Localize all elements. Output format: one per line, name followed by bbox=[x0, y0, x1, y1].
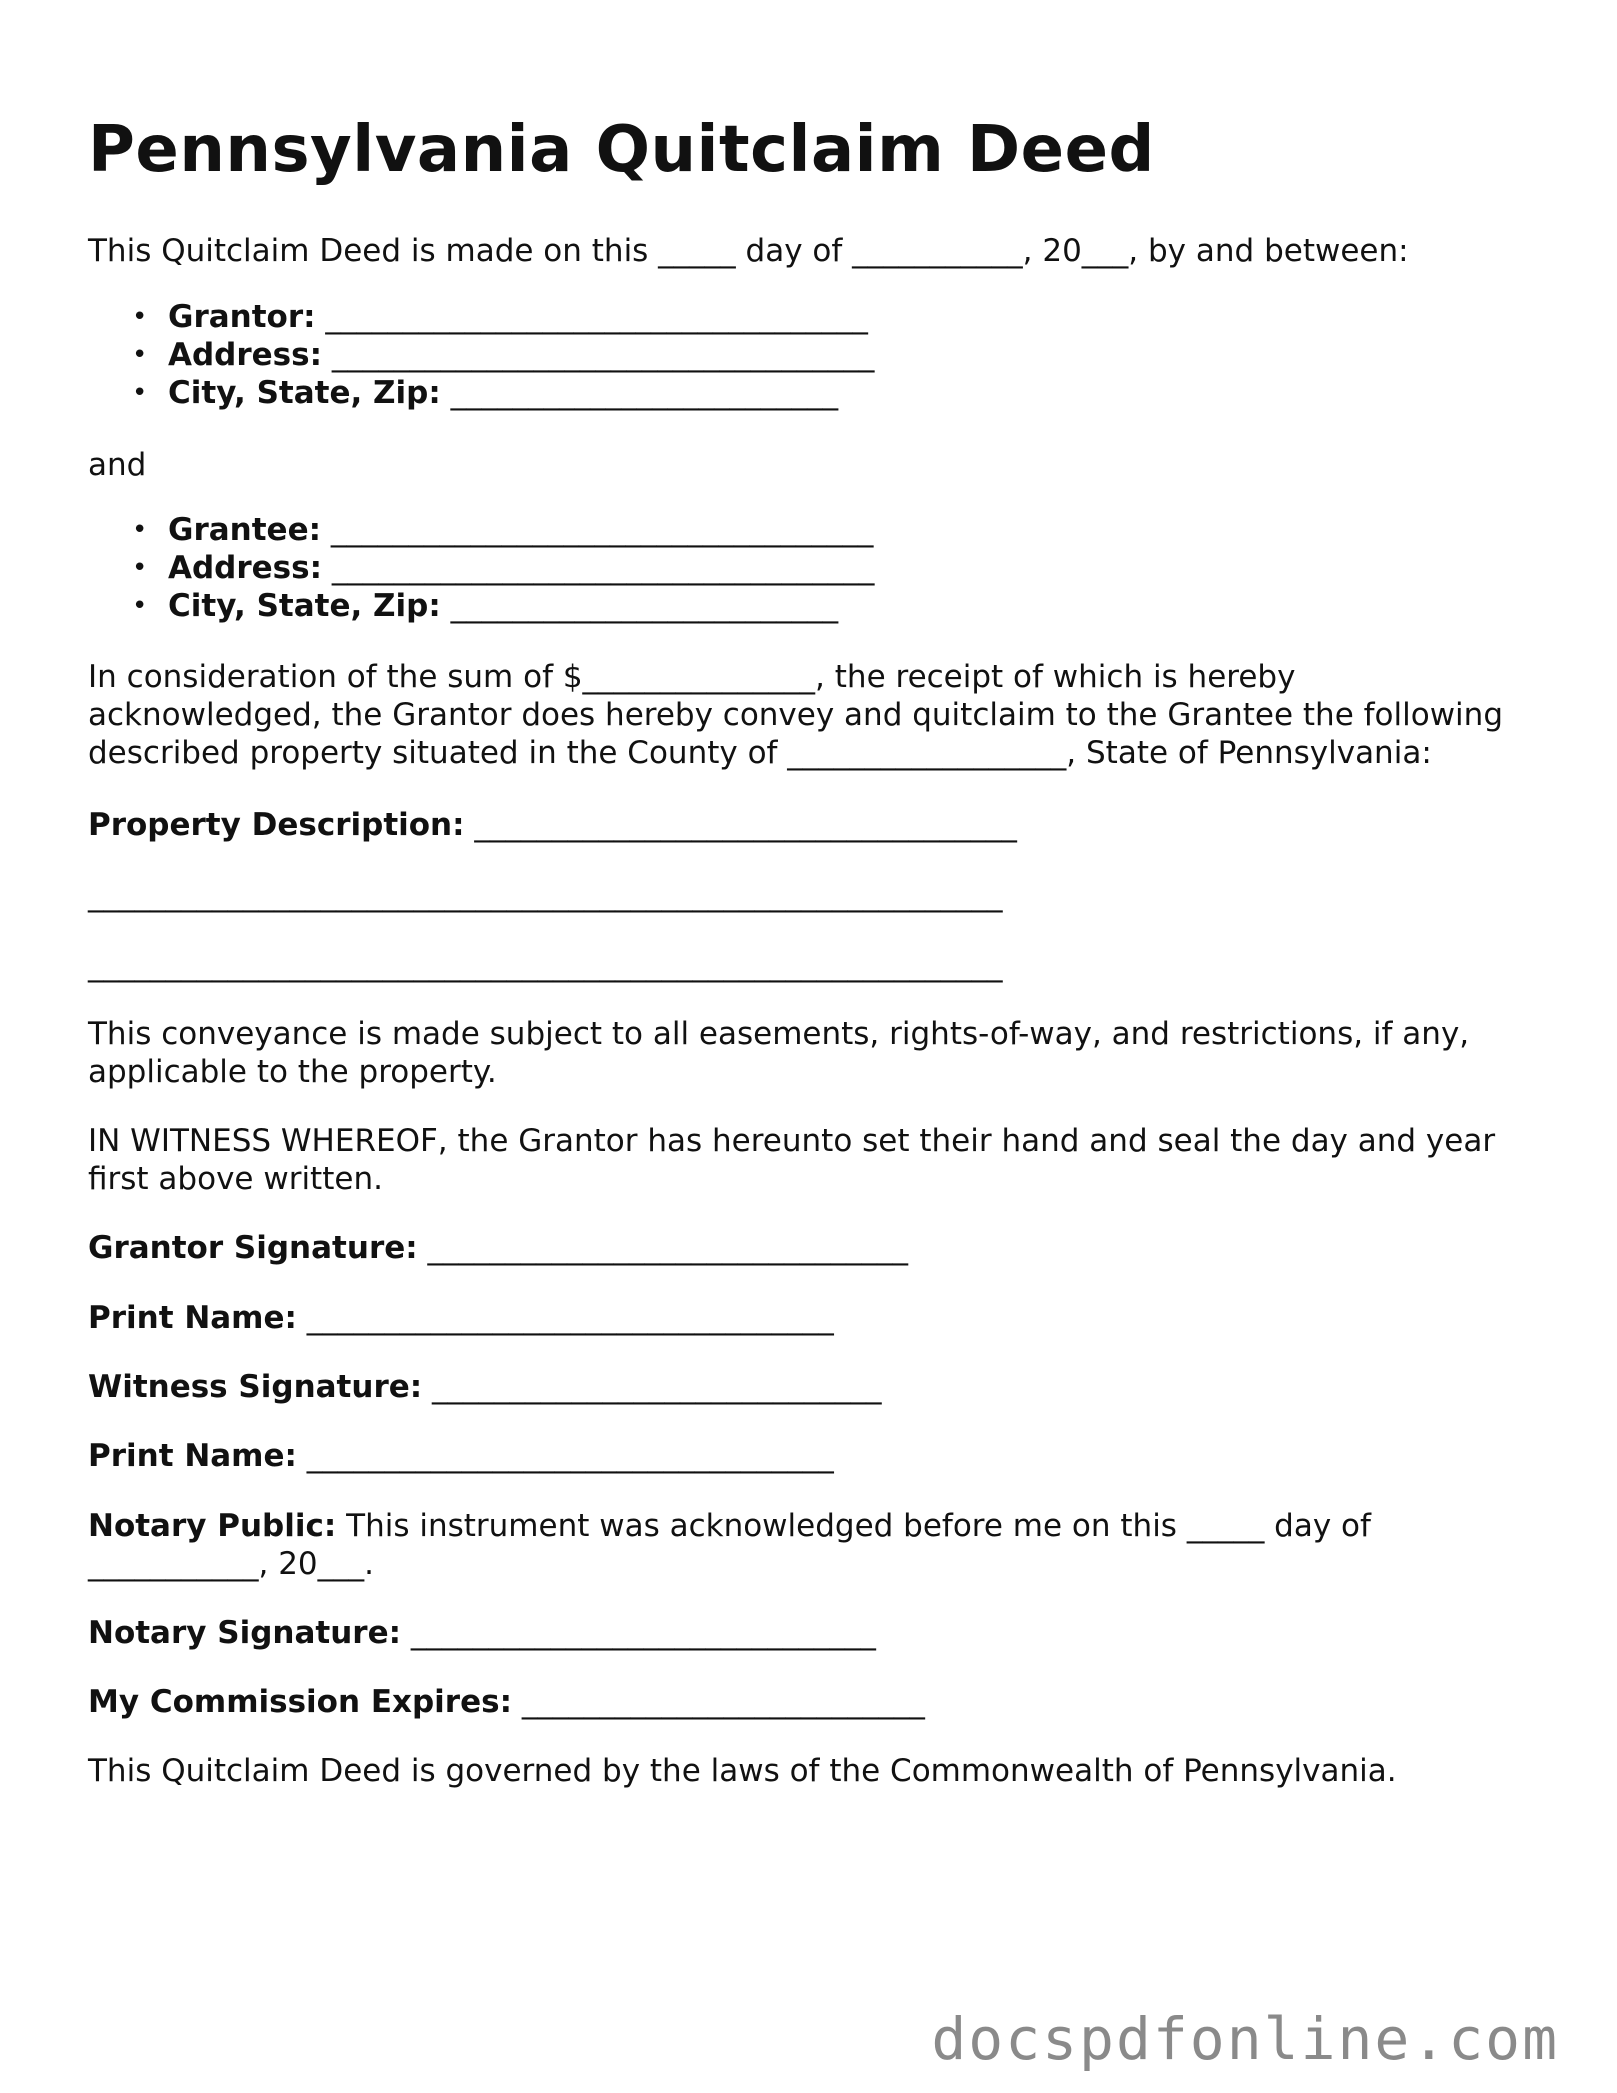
grantee-address-label: Address: bbox=[168, 550, 322, 586]
witness-print-name-label: Print Name: bbox=[88, 1438, 297, 1474]
grantor-address-label: Address: bbox=[168, 337, 322, 373]
list-item-grantee-city bbox=[88, 587, 874, 625]
notary-line-1 bbox=[88, 1507, 1371, 1545]
bullet-icon: • bbox=[132, 378, 148, 408]
grantor-list bbox=[88, 298, 874, 412]
property-description-line bbox=[88, 806, 1017, 844]
grantee-city-label: City, State, Zip: bbox=[168, 588, 441, 624]
property-description-label: Property Description: bbox=[88, 807, 465, 843]
intro-paragraph: This Quitclaim Deed is made on this _____ day of ___________, 20___, by and between: bbox=[88, 233, 1409, 269]
notary-line-2: ___________, 20___. bbox=[88, 1546, 375, 1582]
grantor-blank: ___________________________________ bbox=[325, 299, 868, 335]
list-item-grantee bbox=[88, 511, 874, 549]
grantor-city-label: City, State, Zip: bbox=[168, 375, 441, 411]
governing-law-text: This Quitclaim Deed is governed by the laws of the Commonwealth of Pennsylvania. bbox=[88, 1753, 1397, 1789]
list-item-grantor bbox=[88, 298, 874, 336]
notary-public-label: Notary Public: bbox=[88, 1508, 337, 1544]
grantor-signature-blank: _______________________________ bbox=[427, 1230, 909, 1266]
grantor-signature-line bbox=[88, 1229, 908, 1267]
property-description-blank: ___________________________________ bbox=[474, 807, 1017, 843]
grantee-list bbox=[88, 511, 874, 625]
list-item-grantee-address bbox=[88, 549, 874, 587]
notary-signature-label: Notary Signature: bbox=[88, 1615, 401, 1651]
notary-text-1: This instrument was acknowledged before me on this _____ day of bbox=[336, 1508, 1371, 1544]
consideration-line-2: acknowledged, the Grantor does hereby convey and quitclaim to the Grantee the following bbox=[88, 697, 1503, 733]
watermark-text: docspdfonline.com bbox=[931, 2005, 1559, 2073]
witness-clause-line-2: first above written. bbox=[88, 1161, 383, 1197]
witness-print-name-line bbox=[88, 1437, 834, 1475]
grantee-address-blank: ___________________________________ bbox=[331, 550, 875, 586]
list-item-grantor-city bbox=[88, 374, 874, 412]
grantor-label: Grantor: bbox=[168, 299, 316, 335]
list-item-grantor-address bbox=[88, 336, 874, 374]
witness-clause bbox=[88, 1122, 1495, 1198]
and-text: and bbox=[88, 447, 147, 483]
subject-clause bbox=[88, 1015, 1469, 1091]
grantor-address-blank: ___________________________________ bbox=[331, 337, 875, 373]
witness-signature-blank: _____________________________ bbox=[432, 1369, 882, 1405]
grantee-city-blank: _________________________ bbox=[450, 588, 839, 624]
notary-paragraph bbox=[88, 1507, 1371, 1583]
grantor-print-name-blank: __________________________________ bbox=[306, 1300, 834, 1336]
grantor-city-blank: _________________________ bbox=[450, 375, 839, 411]
subject-clause-line-2: applicable to the property. bbox=[88, 1054, 497, 1090]
property-blank-line-2: ___________________________________________________________ bbox=[88, 877, 1003, 913]
commission-expires-line bbox=[88, 1683, 925, 1721]
witness-clause-line-1: IN WITNESS WHEREOF, the Grantor has hereunto set their hand and seal the day and year bbox=[88, 1123, 1496, 1159]
notary-signature-line bbox=[88, 1614, 876, 1652]
subject-clause-line-1: This conveyance is made subject to all easements, rights-of-way, and restrictions, if any, bbox=[88, 1016, 1470, 1052]
bullet-icon: • bbox=[132, 515, 148, 545]
page-title: Pennsylvania Quitclaim Deed bbox=[88, 113, 1155, 187]
consideration-line-1: In consideration of the sum of $_______________, the receipt of which is hereby bbox=[88, 659, 1296, 695]
consideration-line-3: described property situated in the County of __________________, State of Pennsylvania: bbox=[88, 735, 1432, 771]
grantor-signature-label: Grantor Signature: bbox=[88, 1230, 418, 1266]
notary-signature-blank: ______________________________ bbox=[410, 1615, 876, 1651]
grantor-print-name-label: Print Name: bbox=[88, 1300, 297, 1336]
commission-expires-label: My Commission Expires: bbox=[88, 1684, 512, 1720]
property-blank-line-3: ___________________________________________________________ bbox=[88, 947, 1003, 983]
consideration-paragraph bbox=[88, 658, 1503, 772]
grantee-blank: ___________________________________ bbox=[330, 512, 874, 548]
bullet-icon: • bbox=[132, 340, 148, 370]
grantee-label: Grantee: bbox=[168, 512, 321, 548]
witness-signature-line bbox=[88, 1368, 882, 1406]
witness-signature-label: Witness Signature: bbox=[88, 1369, 423, 1405]
commission-expires-blank: __________________________ bbox=[521, 1684, 925, 1720]
bullet-icon: • bbox=[132, 591, 148, 621]
grantor-print-name-line bbox=[88, 1299, 834, 1337]
bullet-icon: • bbox=[132, 302, 148, 332]
bullet-icon: • bbox=[132, 553, 148, 583]
witness-print-name-blank: __________________________________ bbox=[306, 1438, 834, 1474]
